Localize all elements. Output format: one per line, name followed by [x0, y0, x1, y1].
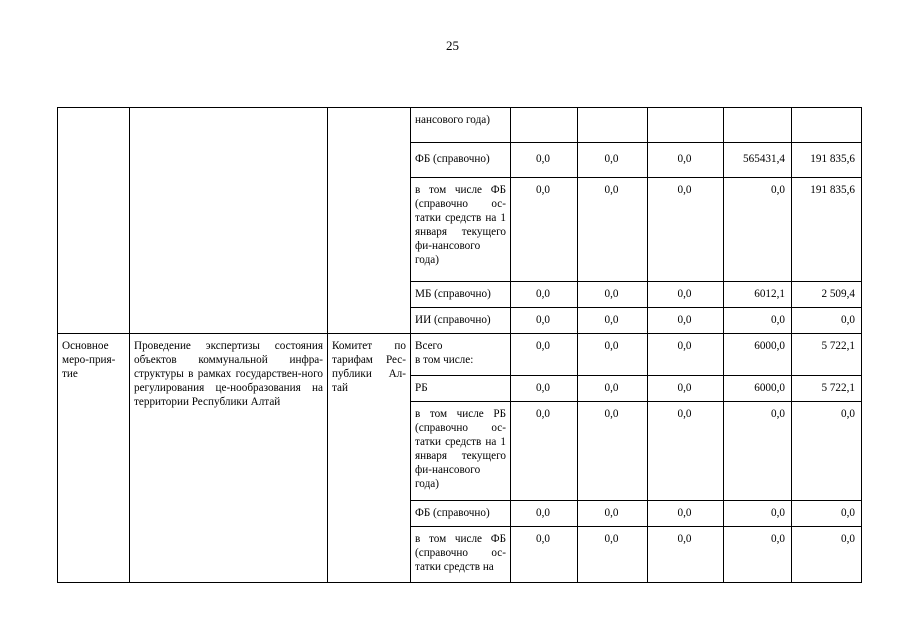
funding-source-cell: в том числе РБ (справочно ос-татки средств на 1 января текущего фи-нансового года) [411, 402, 511, 501]
value-cell [792, 108, 862, 143]
activity-type-cell-prev [58, 108, 130, 334]
funding-source-cell: РБ [411, 376, 511, 402]
value-cell [578, 108, 648, 143]
value-cell: 191 835,6 [792, 143, 862, 178]
executor-cell: Комитет по тарифам Рес-публики Ал-тай [328, 334, 411, 583]
value-cell: 0,0 [511, 282, 578, 308]
value-cell: 0,0 [648, 501, 724, 527]
value-cell: 0,0 [511, 527, 578, 583]
value-cell: 0,0 [511, 501, 578, 527]
value-cell: 0,0 [792, 527, 862, 583]
value-cell: 0,0 [578, 527, 648, 583]
activity-name-cell: Проведение экспертизы состояния объектов коммунальной инфра-структуры в рамках государствен-ного регулирования це-нообразования на территории Республики Алтай [130, 334, 328, 583]
value-cell: 0,0 [578, 282, 648, 308]
value-cell: 0,0 [648, 376, 724, 402]
value-cell: 0,0 [511, 308, 578, 334]
value-cell [648, 108, 724, 143]
value-cell: 6012,1 [724, 282, 792, 308]
value-cell: 0,0 [792, 501, 862, 527]
value-cell: 0,0 [511, 402, 578, 501]
funding-source-cell: Всего в том числе: [411, 334, 511, 376]
value-cell: 0,0 [578, 402, 648, 501]
value-cell: 0,0 [724, 178, 792, 282]
funding-source-cell: в том числе ФБ (справочно ос-татки средств на [411, 527, 511, 583]
value-cell: 191 835,6 [792, 178, 862, 282]
value-cell [724, 108, 792, 143]
value-cell: 0,0 [724, 527, 792, 583]
value-cell: 0,0 [648, 402, 724, 501]
value-cell: 0,0 [511, 178, 578, 282]
value-cell: 0,0 [511, 376, 578, 402]
funding-source-cell: ИИ (справочно) [411, 308, 511, 334]
value-cell: 0,0 [648, 527, 724, 583]
value-cell: 0,0 [724, 501, 792, 527]
value-cell: 0,0 [648, 178, 724, 282]
value-cell: 565431,4 [724, 143, 792, 178]
table-row [58, 334, 862, 376]
funding-source-cell: ФБ (справочно) [411, 501, 511, 527]
value-cell: 0,0 [511, 334, 578, 376]
funding-source-cell: нансового года) [411, 108, 511, 143]
executor-cell-prev [328, 108, 411, 334]
value-cell [511, 108, 578, 143]
value-cell: 0,0 [578, 308, 648, 334]
activity-type-cell: Основное меро-прия-тие [58, 334, 130, 583]
value-cell: 0,0 [578, 143, 648, 178]
value-cell: 0,0 [792, 402, 862, 501]
value-cell: 0,0 [724, 402, 792, 501]
value-cell: 0,0 [648, 143, 724, 178]
table-row [58, 108, 862, 143]
value-cell: 0,0 [511, 143, 578, 178]
funding-source-cell: МБ (справочно) [411, 282, 511, 308]
value-cell: 0,0 [648, 282, 724, 308]
value-cell: 6000,0 [724, 376, 792, 402]
budget-table [57, 107, 862, 583]
value-cell: 0,0 [724, 308, 792, 334]
value-cell: 5 722,1 [792, 334, 862, 376]
value-cell: 0,0 [578, 334, 648, 376]
value-cell: 0,0 [648, 308, 724, 334]
funding-source-cell: ФБ (справочно) [411, 143, 511, 178]
value-cell: 6000,0 [724, 334, 792, 376]
value-cell: 5 722,1 [792, 376, 862, 402]
funding-source-cell: в том числе ФБ (справочно ос-татки средств на 1 января текущего фи-нансового года) [411, 178, 511, 282]
value-cell: 0,0 [792, 308, 862, 334]
page-number: 25 [446, 38, 459, 53]
value-cell: 0,0 [578, 178, 648, 282]
value-cell: 0,0 [578, 376, 648, 402]
value-cell: 0,0 [578, 501, 648, 527]
value-cell: 0,0 [648, 334, 724, 376]
activity-name-cell-prev [130, 108, 328, 334]
value-cell: 2 509,4 [792, 282, 862, 308]
